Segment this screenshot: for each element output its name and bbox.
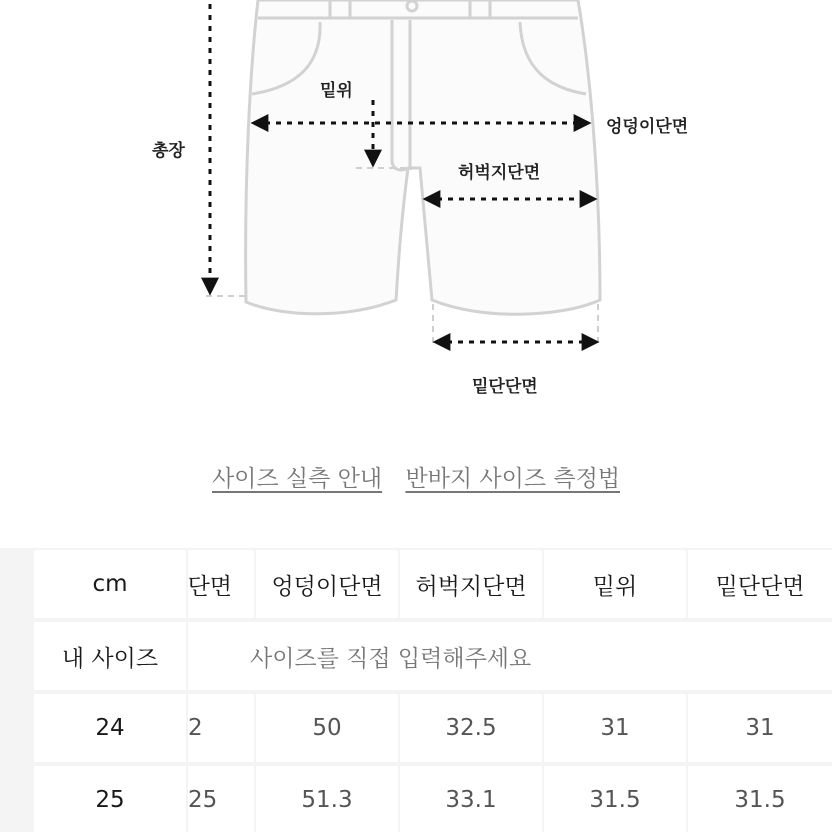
size-cell: 25 — [34, 766, 186, 832]
thigh-label: 허벅지단면 — [458, 163, 541, 183]
hem-label: 밑단단면 — [472, 377, 538, 397]
size-guide-link[interactable]: 사이즈 실측 안내 — [211, 466, 383, 492]
value-cell: 31 — [544, 694, 686, 762]
my-size-placeholder: 사이즈를 직접 입력해주세요 — [250, 645, 532, 672]
table-row — [0, 764, 832, 832]
measure-guide-link[interactable]: 반바지 사이즈 측정법 — [405, 466, 621, 492]
my-size-label: 내 사이즈 — [34, 622, 186, 690]
header-cell: 밑위 — [544, 550, 686, 618]
value-cell: 31.5 — [544, 766, 686, 832]
header-cell: 밑단단면 — [688, 550, 832, 618]
header-cell: 단면 — [188, 550, 254, 618]
rise-label: 밑위 — [320, 81, 353, 101]
size-cell: 24 — [34, 694, 186, 762]
value-cell: 33.1 — [400, 766, 542, 832]
unit-header-cell: cm — [34, 550, 186, 618]
value-cell: 51.3 — [256, 766, 398, 832]
shorts-outline-icon — [246, 0, 600, 314]
value-cell: 31 — [688, 694, 832, 762]
size-table — [0, 548, 832, 832]
my-size-input[interactable] — [188, 622, 832, 690]
my-size-row — [0, 620, 832, 692]
table-header-row — [0, 548, 832, 620]
header-cell: 엉덩이단면 — [256, 550, 398, 618]
guide-links — [0, 460, 832, 493]
table-row — [0, 692, 832, 764]
value-cell: 50 — [256, 694, 398, 762]
value-cell: 25 — [188, 766, 254, 832]
value-cell: 31.5 — [688, 766, 832, 832]
value-cell: 2 — [188, 694, 254, 762]
header-cell: 허벅지단면 — [400, 550, 542, 618]
total-length-label: 총장 — [152, 141, 185, 161]
value-cell: 32.5 — [400, 694, 542, 762]
hip-label: 엉덩이단면 — [606, 117, 689, 137]
